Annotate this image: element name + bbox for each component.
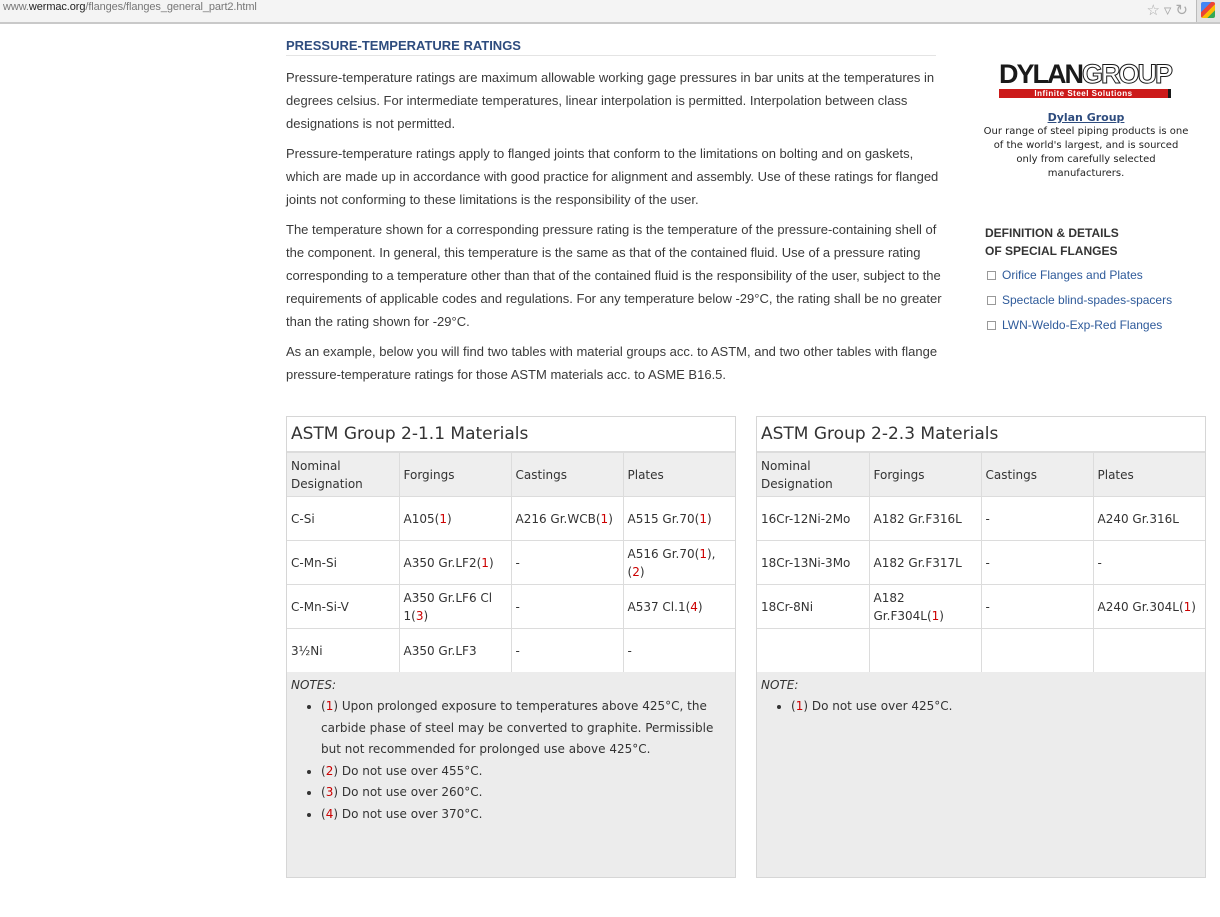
table-card-group-2-1-1	[286, 416, 736, 878]
link-orifice-flanges[interactable]	[987, 268, 1143, 282]
table-cell: A216 Gr.WCB(1)	[511, 497, 623, 541]
table-cell	[869, 629, 981, 673]
table-cell: A182 Gr.F316L	[869, 497, 981, 541]
note-reference[interactable]: 1	[931, 608, 940, 623]
logo-dylan: DYLAN	[999, 59, 1082, 89]
paragraph-1: Pressure-temperature ratings are maximum allowable working gage pressures in bar units at the temperatures in degrees celsius. For intermediate temperatures, linear interpolation is permitted. Interpolation between class designations is not permitted.	[286, 70, 935, 131]
materials-table	[757, 452, 1205, 673]
table-cell: -	[981, 497, 1093, 541]
column-header: Forgings	[399, 453, 511, 497]
table-cell: 16Cr-12Ni-2Mo	[757, 497, 869, 541]
table-cell: -	[981, 585, 1093, 629]
table-cell: -	[1093, 541, 1205, 585]
table-cell	[757, 629, 869, 673]
paragraph-4: As an example, below you will find two tables with material groups acc. to ASTM, and two other tables with flange pressure-temperature ratings for those ASTM materials acc. to ASME B16.5.	[286, 344, 938, 382]
note-reference[interactable]: 1	[699, 511, 707, 526]
note-reference[interactable]: 3	[325, 785, 334, 799]
heading-line-2: OF SPECIAL FLANGES	[985, 244, 1118, 258]
link-spectacle-blind[interactable]	[987, 293, 1172, 307]
note-reference[interactable]: 1	[699, 546, 707, 561]
table-cell: A182 Gr.F304L(1)	[869, 585, 981, 629]
table-cell: -	[511, 585, 623, 629]
column-header: Nominal Designation	[287, 453, 399, 497]
bullet-square-icon	[987, 296, 996, 305]
table-cell: A350 Gr.LF3	[399, 629, 511, 673]
star-icon[interactable]: ☆	[1146, 1, 1164, 19]
notes-list	[761, 696, 1201, 718]
url-text[interactable]	[3, 1, 257, 13]
table-cell: A350 Gr.LF6 Cl 1(3)	[399, 585, 511, 629]
bullet-square-icon	[987, 271, 996, 280]
table-cell: A515 Gr.70(1)	[623, 497, 735, 541]
column-header: Nominal Designation	[757, 453, 869, 497]
table-cell: A105(1)	[399, 497, 511, 541]
table-cell: -	[511, 541, 623, 585]
link-label: Spectacle blind-spades-spacers	[1002, 293, 1173, 307]
table-row	[757, 585, 1205, 629]
table-row	[287, 629, 735, 673]
table-header-row	[757, 453, 1205, 497]
note-reference[interactable]: 1	[1183, 599, 1192, 614]
table-cell: -	[623, 629, 735, 673]
table-row	[287, 585, 735, 629]
note-reference[interactable]: 4	[325, 806, 334, 821]
link-label: Orifice Flanges and Plates	[1002, 268, 1143, 282]
table-cell: A182 Gr.F317L	[869, 541, 981, 585]
note-reference[interactable]: 1	[325, 699, 334, 713]
table-row	[757, 541, 1205, 585]
table-row	[287, 497, 735, 541]
special-flanges-heading	[985, 224, 1185, 260]
note-item: • (4) Do not use over 370°C.	[321, 804, 731, 826]
bar-icons	[1146, 1, 1192, 19]
table-header-row	[287, 453, 735, 497]
url-path: /flanges/flanges_general_part2.html	[85, 1, 257, 13]
table-row	[757, 497, 1205, 541]
paragraph-2: Pressure-temperature ratings apply to flanged joints that conform to the limitations on bolting and on gaskets, which are made up in accordance with good practice for alignment and assembly. Use of these ratings for flanged joints not conforming to these limitations is the responsibility of the user.	[286, 146, 939, 207]
notes-label: NOTES:	[291, 678, 336, 692]
table-cell: A240 Gr.316L	[1093, 497, 1205, 541]
notes-label: NOTE:	[761, 678, 799, 692]
table-cell: 18Cr-8Ni	[757, 585, 869, 629]
link-lwn-weldo[interactable]	[987, 318, 1162, 332]
notes-section	[757, 672, 1205, 877]
table-cell: C-Si	[287, 497, 399, 541]
paragraph-3: The temperature shown for a corresponding pressure rating is the temperature of the pressure-containing shell of the component. In general, this temperature is the same as that of the contained fluid. Use of a pressure rating corresponding to a temperature other than that of the contained fluid is the responsibility of the user, subject to the requirements of applicable codes and regulations. For any temperature below -29°C, the rating shall be no greater than the rating shown for -29°C.	[286, 222, 942, 329]
table-cell: A537 Cl.1(4)	[623, 585, 735, 629]
section-title: PRESSURE-TEMPERATURE RATINGS	[286, 38, 936, 56]
column-header: Plates	[1093, 453, 1205, 497]
dylan-group-logo[interactable]	[999, 60, 1173, 101]
column-header: Plates	[623, 453, 735, 497]
note-item: • (1) Upon prolonged exposure to temperatures above 425°C, the carbide phase of steel may be converted to graphite. Permissible but not recommended for prolonged use above 425°C.	[321, 696, 731, 761]
heading-line-1: DEFINITION & DETAILS	[985, 226, 1119, 240]
table-cell: A350 Gr.LF2(1)	[399, 541, 511, 585]
note-reference[interactable]: 2	[325, 763, 334, 778]
bullet-square-icon	[987, 321, 996, 330]
column-header: Castings	[511, 453, 623, 497]
google-icon	[1201, 2, 1215, 18]
dropdown-icon[interactable]: ▿	[1163, 1, 1176, 19]
reload-icon[interactable]: ↻	[1175, 1, 1192, 19]
table-row	[757, 629, 1205, 673]
link-label: LWN-Weldo-Exp-Red Flanges	[1002, 318, 1163, 332]
note-reference[interactable]: 1	[795, 699, 804, 713]
google-extension-button[interactable]	[1196, 0, 1220, 22]
dylan-group-description: Our range of steel piping products is one of the world's largest, and is sourced only from carefully selected manufacturers.	[983, 126, 1189, 179]
note-reference[interactable]: 1	[439, 511, 447, 526]
table-cell	[1093, 629, 1205, 673]
note-reference[interactable]: 2	[632, 564, 640, 579]
note-item: • (1) Do not use over 425°C.	[791, 696, 1201, 718]
materials-table	[287, 452, 735, 673]
note-reference[interactable]: 1	[481, 555, 489, 570]
table-cell: C-Mn-Si	[287, 541, 399, 585]
note-item: • (2) Do not use over 455°C.	[321, 761, 731, 783]
table-cell: A240 Gr.304L(1)	[1093, 585, 1205, 629]
table-row	[287, 541, 735, 585]
notes-list	[291, 696, 731, 825]
table-title: ASTM Group 2-1.1 Materials	[287, 417, 735, 452]
column-header: Castings	[981, 453, 1093, 497]
note-reference[interactable]: 1	[600, 511, 609, 526]
table-title: ASTM Group 2-2.3 Materials	[757, 417, 1205, 452]
table-cell: C-Mn-Si-V	[287, 585, 399, 629]
logo-tagline: Infinite Steel Solutions	[999, 89, 1171, 98]
note-reference[interactable]: 4	[690, 599, 698, 614]
table-cell: A516 Gr.70(1),(2)	[623, 541, 735, 585]
url-prefix: www.	[3, 1, 29, 13]
table-cell: 18Cr-13Ni-3Mo	[757, 541, 869, 585]
browser-address-bar[interactable]	[0, 0, 1220, 24]
note-item: • (3) Do not use over 260°C.	[321, 782, 731, 804]
table-cell	[981, 629, 1093, 673]
logo-group: GROUP	[1082, 59, 1172, 89]
table-cell: -	[511, 629, 623, 673]
table-cell: -	[981, 541, 1093, 585]
dylan-group-link[interactable]: Dylan Group	[1047, 111, 1125, 124]
table-card-group-2-2-3	[756, 416, 1206, 878]
notes-section	[287, 672, 735, 877]
note-reference[interactable]: 3	[415, 608, 424, 623]
column-header: Forgings	[869, 453, 981, 497]
table-cell: 3½Ni	[287, 629, 399, 673]
url-domain: wermac.org	[28, 1, 86, 13]
